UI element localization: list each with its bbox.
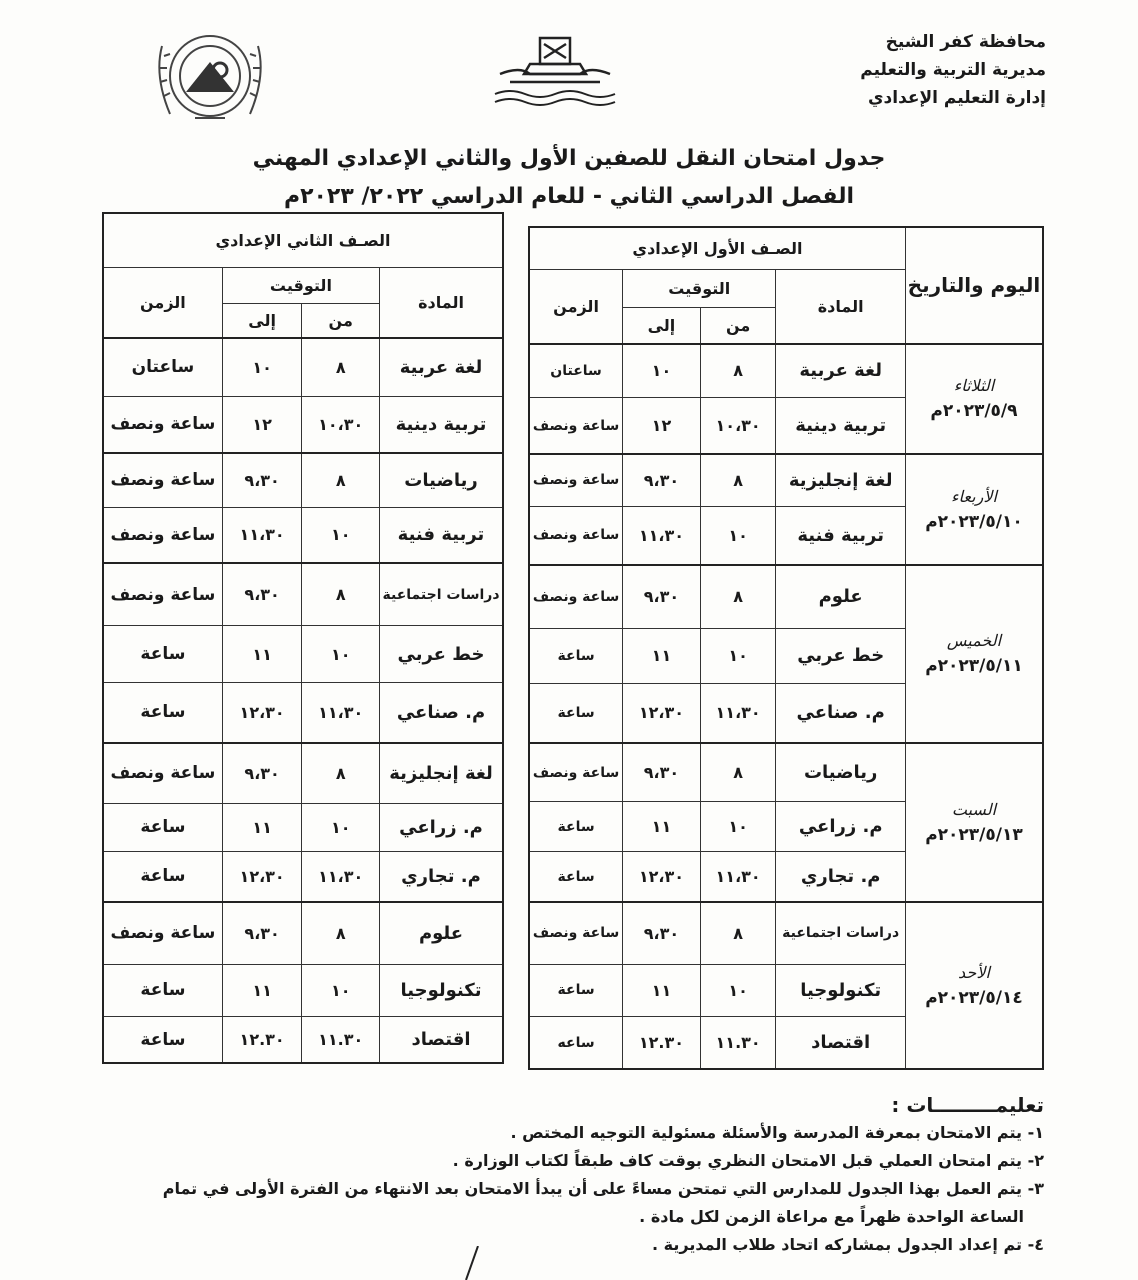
table-row <box>103 396 503 452</box>
table-row <box>103 626 503 682</box>
duration-cell: ساعة ونصف <box>103 902 222 964</box>
to-cell: ١٢.٣٠ <box>222 1017 302 1063</box>
first-grade-heading: الصـف الأول الإعدادي <box>529 227 905 269</box>
day-date-cell <box>905 454 1043 565</box>
table-row <box>103 1017 503 1063</box>
duration-column-header: الزمن <box>103 267 222 337</box>
subject-cell: م. زراعي <box>776 802 905 852</box>
second-grade-table <box>102 212 504 1064</box>
exam-date: ٢٠٢٣/٥/٩م <box>930 401 1018 422</box>
duration-cell: ساعة ونصف <box>529 743 623 801</box>
to-cell: ١١،٣٠ <box>222 507 302 563</box>
to-cell: ١٠ <box>623 344 701 398</box>
to-cell: ١٢،٣٠ <box>222 682 302 742</box>
to-cell: ١٢،٣٠ <box>222 851 302 901</box>
subject-cell: علوم <box>776 565 905 629</box>
table-row <box>103 682 503 742</box>
table-row <box>103 964 503 1016</box>
to-cell: ١٢ <box>222 396 302 452</box>
egypt-eagle-emblem-icon <box>490 24 620 112</box>
subject-cell: لغة عربية <box>776 344 905 398</box>
day-date-cell <box>905 743 1043 902</box>
subject-column-header: المادة <box>380 267 503 337</box>
duration-cell: ساعة ونصف <box>529 454 623 506</box>
from-cell: ١١،٣٠ <box>700 852 776 902</box>
to-cell: ١١ <box>623 629 701 683</box>
duration-cell: ساعة ونصف <box>529 902 623 964</box>
timing-column-header: التوقيت <box>222 267 379 303</box>
subject-cell: تربية فنية <box>380 507 503 563</box>
table-row <box>103 902 503 964</box>
day-date-cell <box>905 902 1043 1069</box>
directorate-seal-icon <box>150 26 270 128</box>
administration-name: إدارة التعليم الإعدادي <box>867 88 1046 108</box>
subject-cell: دراسات اجتماعية <box>776 902 905 964</box>
table-row <box>103 507 503 563</box>
to-cell: ١٢،٣٠ <box>623 852 701 902</box>
day-name: الأربعاء <box>951 486 997 506</box>
from-cell: ١٠ <box>700 629 776 683</box>
exam-date: ٢٠٢٣/٥/١١م <box>925 656 1023 677</box>
day-name: الثلاثاء <box>953 376 995 396</box>
subject-cell: لغة إنجليزية <box>380 743 503 803</box>
table-row <box>529 902 1043 964</box>
duration-cell: ساعتان <box>529 344 623 398</box>
table-row <box>529 454 1043 506</box>
page-title: جدول امتحان النقل للصفين الأول والثاني الإعدادي المهني <box>252 146 886 171</box>
subject-cell: تربية فنية <box>776 506 905 564</box>
to-cell: ١١ <box>222 626 302 682</box>
from-cell: ١٠ <box>700 802 776 852</box>
table-row <box>103 851 503 901</box>
exam-date: ٢٠٢٣/٥/١٣م <box>925 825 1023 846</box>
to-cell: ١٢،٣٠ <box>623 683 701 743</box>
directorate-name: مديرية التربية والتعليم <box>860 60 1046 80</box>
duration-cell: ساعة <box>103 964 222 1016</box>
from-cell: ١١.٣٠ <box>700 1017 776 1069</box>
duration-cell: ساعة ونصف <box>529 398 623 454</box>
from-cell: ١٠ <box>700 506 776 564</box>
to-cell: ٩،٣٠ <box>623 902 701 964</box>
day-name: الخميس <box>946 631 1002 651</box>
from-cell: ٨ <box>700 454 776 506</box>
from-cell: ٨ <box>302 902 380 964</box>
table-row <box>103 338 503 396</box>
to-cell: ١١ <box>623 964 701 1016</box>
subject-cell: م. تجاري <box>776 852 905 902</box>
to-cell: ٩،٣٠ <box>623 454 701 506</box>
from-cell: ٨ <box>302 453 380 507</box>
to-cell: ١٢.٣٠ <box>623 1017 701 1069</box>
day-name: السبت <box>951 800 997 820</box>
to-cell: ١٢ <box>623 398 701 454</box>
subject-cell: دراسات اجتماعية <box>380 563 503 625</box>
duration-cell: ساعة ونصف <box>529 565 623 629</box>
day-date-cell <box>905 565 1043 744</box>
to-cell: ٩،٣٠ <box>222 563 302 625</box>
to-column-header: إلى <box>222 304 302 338</box>
table-row <box>103 743 503 803</box>
second-grade-heading: الصـف الثاني الإعدادي <box>103 213 503 267</box>
subject-column-header: المادة <box>776 269 905 343</box>
subject-cell: خط عربي <box>380 626 503 682</box>
from-cell: ١١.٣٠ <box>302 1017 380 1063</box>
from-column-header: من <box>302 304 380 338</box>
day-date-column-header: اليوم والتاريخ <box>905 227 1043 344</box>
duration-cell: ساعة <box>103 851 222 901</box>
from-cell: ١٠ <box>302 507 380 563</box>
subject-cell: م. صناعي <box>776 683 905 743</box>
table-row <box>529 743 1043 801</box>
table-row <box>103 453 503 507</box>
duration-cell: ساعة <box>529 683 623 743</box>
from-cell: ٨ <box>302 563 380 625</box>
to-column-header: إلى <box>623 307 701 343</box>
table-row <box>103 563 503 625</box>
from-cell: ١٠ <box>700 964 776 1016</box>
page-subtitle: الفصل الدراسي الثاني - للعام الدراسي ٢٠٢٢/ ٢٠٢٣م <box>283 184 855 209</box>
from-cell: ٨ <box>700 902 776 964</box>
exam-date: ٢٠٢٣/٥/١٤م <box>925 988 1023 1009</box>
table-row <box>103 803 503 851</box>
duration-cell: ساعة ونصف <box>103 396 222 452</box>
to-cell: ١١،٣٠ <box>623 506 701 564</box>
duration-cell: ساعة <box>529 802 623 852</box>
duration-cell: ساعة <box>529 629 623 683</box>
duration-cell: ساعة <box>529 964 623 1016</box>
subject-cell: لغة عربية <box>380 338 503 396</box>
from-cell: ٨ <box>302 743 380 803</box>
subject-cell: تكنولوجيا <box>380 964 503 1016</box>
duration-cell: ساعة ونصف <box>103 507 222 563</box>
to-cell: ١١ <box>222 964 302 1016</box>
subject-cell: رياضيات <box>380 453 503 507</box>
to-cell: ١١ <box>623 802 701 852</box>
subject-cell: م. صناعي <box>380 682 503 742</box>
duration-cell: ساعة <box>103 1017 222 1063</box>
governorate-name: محافظة كفر الشيخ <box>885 32 1046 52</box>
from-cell: ١٠،٣٠ <box>700 398 776 454</box>
from-cell: ٨ <box>700 344 776 398</box>
to-cell: ٩،٣٠ <box>222 453 302 507</box>
duration-cell: ساعة ونصف <box>103 563 222 625</box>
from-cell: ٨ <box>700 743 776 801</box>
duration-cell: ساعه <box>529 1017 623 1069</box>
subject-cell: لغة إنجليزية <box>776 454 905 506</box>
duration-cell: ساعة <box>529 852 623 902</box>
subject-cell: م. تجاري <box>380 851 503 901</box>
duration-cell: ساعة <box>103 803 222 851</box>
duration-cell: ساعتان <box>103 338 222 396</box>
duration-cell: ساعة ونصف <box>103 453 222 507</box>
day-name: الأحد <box>958 963 990 983</box>
instructions-title: تعليمـــــــــات : <box>891 1093 1044 1117</box>
subject-cell: تكنولوجيا <box>776 964 905 1016</box>
timing-column-header: التوقيت <box>623 269 776 307</box>
directorate-header <box>860 28 1046 112</box>
subject-cell: خط عربي <box>776 629 905 683</box>
to-cell: ٩،٣٠ <box>222 743 302 803</box>
from-cell: ١١،٣٠ <box>302 682 380 742</box>
from-cell: ١٠ <box>302 803 380 851</box>
to-cell: ١٠ <box>222 338 302 396</box>
duration-column-header: الزمن <box>529 269 623 343</box>
to-cell: ١١ <box>222 803 302 851</box>
subject-cell: علوم <box>380 902 503 964</box>
instruction-item: ٤- تم إعداد الجدول بمشاركه اتحاد طلاب المديرية . <box>652 1235 1044 1254</box>
subject-cell: اقتصاد <box>776 1017 905 1069</box>
subject-cell: تربية دينية <box>380 396 503 452</box>
duration-cell: ساعة ونصف <box>529 506 623 564</box>
exam-date: ٢٠٢٣/٥/١٠م <box>925 511 1023 532</box>
from-cell: ١١،٣٠ <box>302 851 380 901</box>
duration-cell: ساعة <box>103 626 222 682</box>
subject-cell: تربية دينية <box>776 398 905 454</box>
instruction-item: ٢- يتم امتحان العملي قبل الامتحان النظري بوقت كاف طبقاً لكتاب الوزارة . <box>452 1151 1044 1170</box>
from-column-header: من <box>700 307 776 343</box>
from-cell: ١١،٣٠ <box>700 683 776 743</box>
to-cell: ٩،٣٠ <box>623 565 701 629</box>
table-row <box>529 344 1043 398</box>
to-cell: ٩،٣٠ <box>623 743 701 801</box>
first-grade-table <box>528 226 1044 1070</box>
instruction-item: ٣- يتم العمل بهذا الجدول للمدارس التي تمتحن مساءً على أن يبدأ الامتحان بعد الانتهاء من الفترة الأولى في تمام <box>162 1179 1044 1198</box>
instruction-item-continuation: الساعة الواحدة ظهراً مع مراعاة الزمن لكل مادة . <box>639 1207 1024 1226</box>
from-cell: ٨ <box>700 565 776 629</box>
subject-cell: اقتصاد <box>380 1017 503 1063</box>
from-cell: ١٠ <box>302 964 380 1016</box>
subject-cell: م. زراعي <box>380 803 503 851</box>
table-row <box>529 565 1043 629</box>
pen-stroke-icon <box>462 1246 482 1280</box>
instruction-item: ١- يتم الامتحان بمعرفة المدرسة والأسئلة مسئولية التوجيه المختص . <box>510 1123 1044 1142</box>
subject-cell: رياضيات <box>776 743 905 801</box>
instructions-section <box>44 1092 1044 1258</box>
from-cell: ١٠ <box>302 626 380 682</box>
to-cell: ٩،٣٠ <box>222 902 302 964</box>
duration-cell: ساعة ونصف <box>103 743 222 803</box>
from-cell: ١٠،٣٠ <box>302 396 380 452</box>
day-date-cell <box>905 344 1043 455</box>
from-cell: ٨ <box>302 338 380 396</box>
duration-cell: ساعة <box>103 682 222 742</box>
